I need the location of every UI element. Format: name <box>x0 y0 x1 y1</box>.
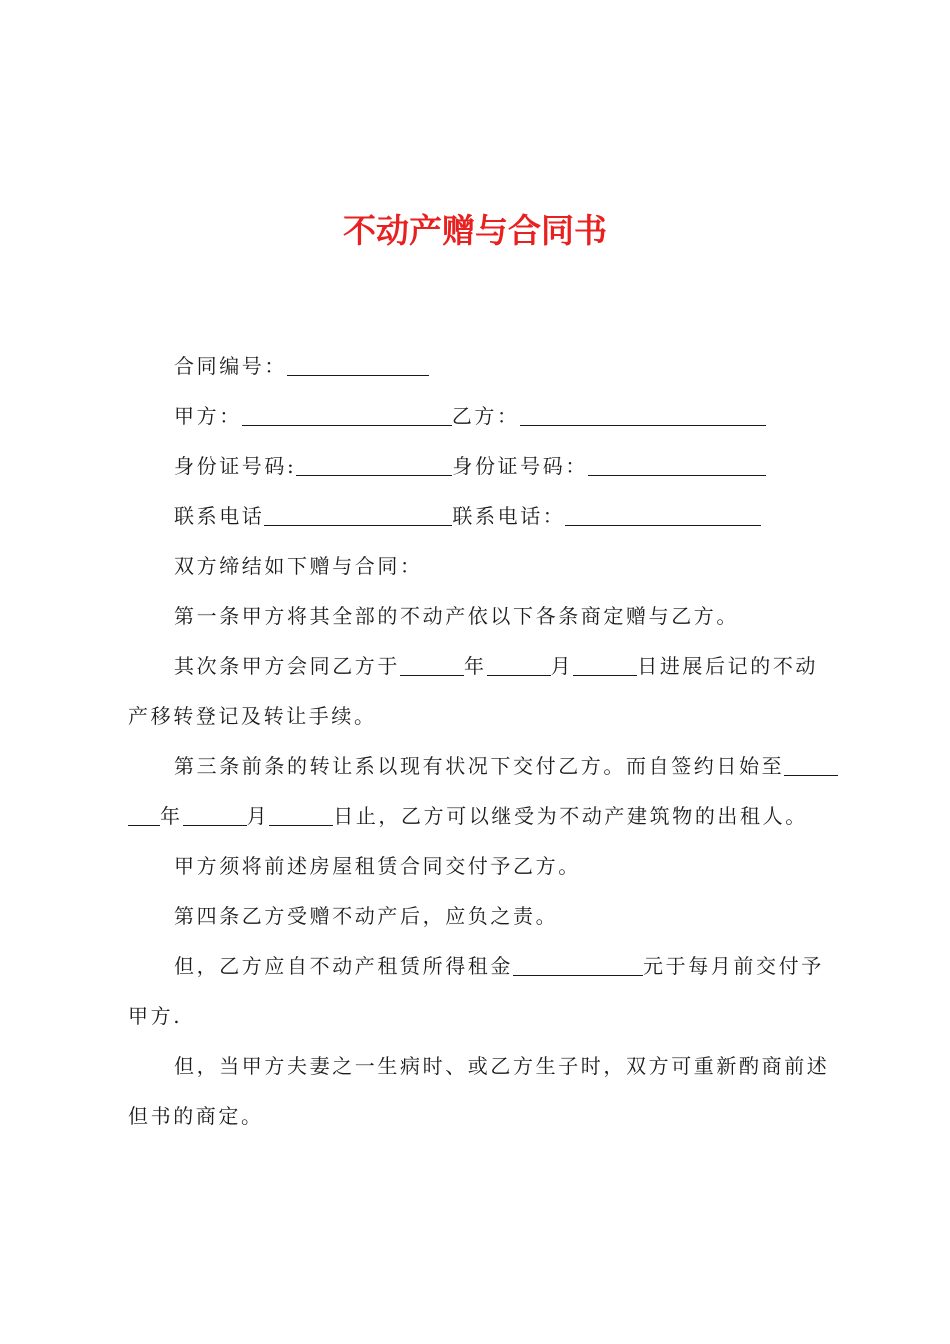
id-number-row <box>174 452 766 480</box>
article-3-paragraph-2: 甲方须将前述房屋租赁合同交付予乙方。 <box>174 854 581 878</box>
article-3-line-2 <box>128 802 808 830</box>
article-4-paragraph-3-line-2: 但书的商定。 <box>128 1104 264 1128</box>
article-4-rent-text: 但，乙方应自不动产租赁所得租金 <box>174 954 513 978</box>
article-3-rest-text: 日止，乙方可以继受为不动产建筑物的出租人。 <box>333 804 808 828</box>
article-3-year-label: 年 <box>160 804 183 828</box>
phone-row <box>174 502 761 530</box>
article-2-day-blank[interactable] <box>573 657 637 676</box>
article-2-line-1 <box>174 652 818 680</box>
party-b-label: 乙方： <box>451 404 520 428</box>
id-a-label: 身份证号码: <box>174 454 297 478</box>
article-4-paragraph-2-line-2: 甲方. <box>128 1004 183 1028</box>
id-b-blank[interactable] <box>588 457 766 476</box>
article-4-rent-blank[interactable] <box>513 957 643 976</box>
article-4-rent-rest: 元于每月前交付予 <box>643 954 824 978</box>
id-a-blank[interactable] <box>296 457 452 476</box>
contract-number-label: 合同编号： <box>174 354 287 378</box>
id-b-label: 身份证号码： <box>452 454 588 478</box>
phone-b-blank[interactable] <box>565 507 761 526</box>
article-3-month-blank[interactable] <box>183 807 247 826</box>
phone-a-label: 联系电话 <box>174 504 265 528</box>
article-3-year-blank-b[interactable] <box>128 807 160 826</box>
article-2-year-blank[interactable] <box>400 657 464 676</box>
article-2-month-blank[interactable] <box>487 657 551 676</box>
article-4-paragraph-2-line-1 <box>174 952 824 980</box>
article-3-text: 第三条前条的转让系以现有状况下交付乙方。而自签约日始至 <box>174 754 785 778</box>
article-3-line-1 <box>174 752 838 780</box>
article-2-line-2: 产移转登记及转让手续。 <box>128 704 377 728</box>
article-2-year-label: 年 <box>464 654 487 678</box>
article-3-day-blank[interactable] <box>269 807 333 826</box>
party-a-label: 甲方： <box>174 404 242 428</box>
article-4: 第四条乙方受赠不动产后，应负之责。 <box>174 904 559 928</box>
article-3-year-blank-a[interactable] <box>784 757 838 776</box>
intro-paragraph: 双方缔结如下赠与合同： <box>174 554 423 578</box>
article-2-text: 其次条甲方会同乙方于 <box>174 654 400 678</box>
article-3-month-label: 月 <box>246 804 270 828</box>
contract-number-row <box>174 352 429 380</box>
contract-number-blank[interactable] <box>287 357 429 376</box>
parties-row <box>174 402 766 430</box>
article-2-month-label: 月 <box>550 654 574 678</box>
phone-b-label: 联系电话： <box>452 504 566 528</box>
article-4-paragraph-3-line-1: 但，当甲方夫妻之一生病时、或乙方生子时，双方可重新酌商前述 <box>174 1054 830 1078</box>
phone-a-blank[interactable] <box>264 507 452 526</box>
party-b-blank[interactable] <box>520 407 766 426</box>
article-1: 第一条甲方将其全部的不动产依以下各条商定赠与乙方。 <box>174 604 739 628</box>
party-a-blank[interactable] <box>242 407 452 426</box>
article-2-day-text: 日进展后记的不动 <box>637 654 819 678</box>
page-title: 不动产赠与合同书 <box>343 211 607 250</box>
